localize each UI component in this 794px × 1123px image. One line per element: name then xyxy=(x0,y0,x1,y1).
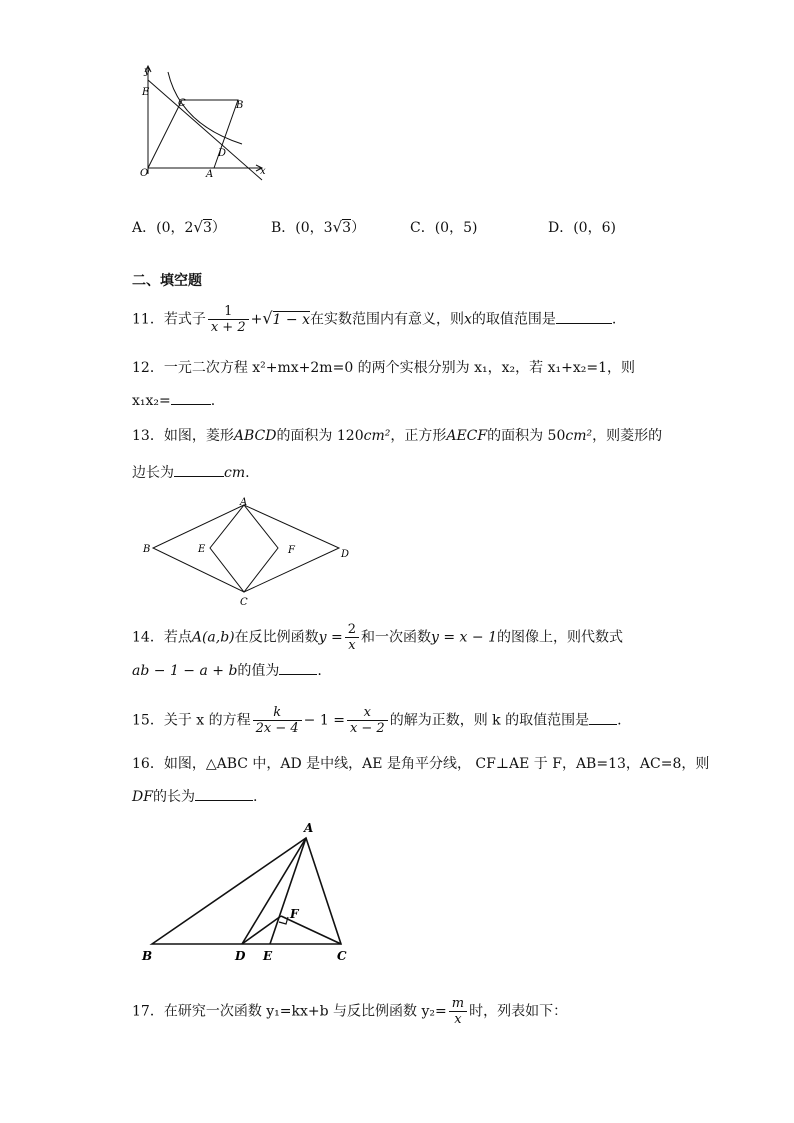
label-C: C xyxy=(337,949,347,963)
label-E: E xyxy=(142,87,150,98)
answer-blank[interactable] xyxy=(195,786,253,801)
question-17: 17．在研究一次函数 y₁=kx+b 与反比例函数 y₂= $\frac{m}{x}$ 时，列表如下： xyxy=(132,996,568,1027)
question-16-line1: 16．如图，△ABC 中，AD 是中线，AE 是角平分线， CF⊥AE 于 F，AB=13，AC=8，则 xyxy=(132,756,710,772)
label-C: C xyxy=(240,597,248,608)
option-b[interactable]: B．(0，3√3） xyxy=(271,218,366,236)
fraction: $\frac{1}{x + 2}$ xyxy=(208,304,249,335)
question-12-line1: 12．一元二次方程 x²+mx+2m=0 的两个实根分别为 x₁，x₂，若 x₁+x₂=1，则 xyxy=(132,360,635,376)
option-c[interactable]: C．(0，5) xyxy=(410,220,478,236)
figure-coordinate-parallelogram xyxy=(132,62,272,187)
question-14-line2: ab − 1 − a + b的值为 . xyxy=(132,660,322,681)
fraction: $\frac{2}{x}$ xyxy=(345,622,359,653)
label-A: A xyxy=(240,497,248,508)
label-B: B xyxy=(143,544,151,555)
label-A: A xyxy=(304,821,314,835)
answer-blank[interactable] xyxy=(174,462,224,477)
answer-blank[interactable] xyxy=(556,309,612,324)
label-F: F xyxy=(288,545,295,556)
question-13-line2: 边长为 cm. xyxy=(132,462,250,483)
label-D: D xyxy=(341,549,350,560)
label-y: y xyxy=(144,66,150,77)
label-F: F xyxy=(290,907,299,921)
question-13-line1: 13．如图，菱形ABCD的面积为 120cm²，正方形AECF的面积为 50cm²，则菱形的 xyxy=(132,428,663,444)
option-a[interactable]: A．(0，2√3） xyxy=(132,218,226,236)
fraction: $\frac{x}{x - 2}$ xyxy=(347,705,388,736)
label-O: O xyxy=(140,168,149,179)
label-A: A xyxy=(206,169,214,180)
section-title: 二、填空题 xyxy=(132,273,202,289)
label-B: B xyxy=(236,100,244,111)
label-C: C xyxy=(178,98,186,109)
answer-blank[interactable] xyxy=(589,710,617,725)
label-D: D xyxy=(235,949,246,963)
label-E: E xyxy=(198,544,206,555)
option-d[interactable]: D．(0，6) xyxy=(548,220,616,236)
label-B: B xyxy=(142,949,153,963)
question-14-line1: 14．若点A(a,b)在反比例函数y = $\frac{2}{x}$ 和一次函数y = x − 1的图像上，则代数式 xyxy=(132,622,623,653)
label-E: E xyxy=(263,949,273,963)
question-12-line2: x₁x₂= . xyxy=(132,390,215,411)
answer-blank[interactable] xyxy=(171,390,211,405)
answer-blank[interactable] xyxy=(279,660,317,675)
figure-triangle-abc xyxy=(138,818,358,968)
label-x: x xyxy=(260,166,266,177)
label-D: D xyxy=(218,148,227,159)
figure-rhombus-square xyxy=(140,495,355,610)
question-16-line2: DF的长为 . xyxy=(132,786,257,807)
question-11: 11．若式子 $\frac{1}{x + 2}$ +√1 − x在实数范围内有意义，则x的取值范围是 . xyxy=(132,304,617,335)
fraction: $\frac{m}{x}$ xyxy=(449,996,467,1027)
fraction: $\frac{k}{2x - 4}$ xyxy=(253,705,302,736)
question-15: 15．关于 x 的方程 $\frac{k}{2x - 4}$ − 1 = $\frac{x}{x - 2}$ 的解为正数，则 k 的取值范围是 . xyxy=(132,705,622,736)
